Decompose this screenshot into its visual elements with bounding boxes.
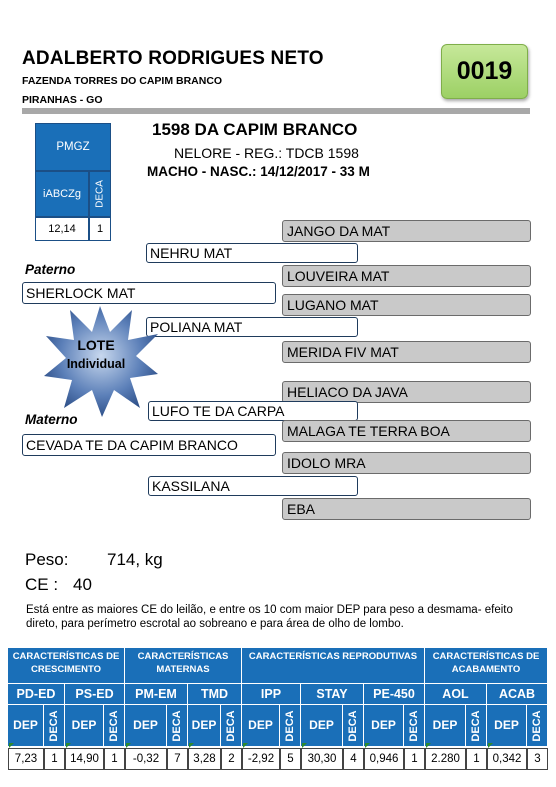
city-name: PIRANHAS - GO [22,94,103,106]
pmgz-title: PMGZ [35,123,111,171]
pedigree-dam-sire: LUFO TE DA CARPA [148,401,358,421]
animal-breed-registry: NELORE - REG.: TDCB 1598 [174,145,359,161]
deca-value-pd-ed: 1 [44,748,65,770]
cell-marker [302,743,307,748]
ce-label: CE : [25,575,59,594]
deca-label [221,704,242,746]
deca-text: DECA [284,709,296,742]
dep-label: DEP [242,704,280,746]
pedigree-dam-dam-dam: EBA [282,498,531,520]
deca-value-pe-450: 1 [404,748,425,770]
ce-value: 40 [73,575,92,594]
animal-sex-birth: MACHO - NASC.: 14/12/2017 - 33 M [147,164,370,179]
farm-name: FAZENDA TORRES DO CAPIM BRANCO [22,75,223,87]
dep-label: DEP [364,704,404,746]
deca-text: DECA [225,709,237,742]
dep-value-pm-em: -0,32 [125,748,167,770]
deca-value-acab: 3 [527,748,548,770]
trait-ps-ed: PS-ED [65,683,125,704]
deca-text: DECA [48,709,60,742]
iabczg-value: 12,14 [35,217,89,241]
deca-label [280,704,301,746]
group-crescimento: CARACTERÍSTICAS DE CRESCIMENTO [8,648,125,683]
dep-value-pd-ed: 7,23 [8,748,44,770]
individual-label: Individual [66,357,126,371]
deca-value-aol: 1 [466,748,487,770]
pedigree-dam-sire-dam: MALAGA TE TERRA BOA [282,420,531,442]
deca-label [104,704,125,746]
trait-pe-450: PE-450 [364,683,425,704]
pedigree-sire-dam: POLIANA MAT [146,317,358,337]
dep-label: DEP [65,704,104,746]
dep-value-acab: 0,342 [487,748,527,770]
dep-value-ps-ed: 14,90 [65,748,104,770]
dep-label: DEP [487,704,527,746]
pedigree-sire-dam-dam: MERIDA FIV MAT [282,341,531,363]
pedigree-sire-sire-sire: JANGO DA MAT [282,220,531,242]
dep-label: DEP [301,704,343,746]
deca-value-ps-ed: 1 [104,748,125,770]
animal-name: 1598 DA CAPIM BRANCO [152,120,358,139]
pedigree-sire: SHERLOCK MAT [22,282,276,304]
pedigree-dam-dam-sire: IDOLO MRA [282,452,531,474]
trait-pd-ed: PD-ED [8,683,65,704]
pmgz-deca-label [89,171,111,217]
cell-marker [488,743,493,748]
dep-label: DEP [188,704,221,746]
pmgz-deca-value: 1 [89,217,111,241]
dep-value-aol: 2.280 [425,748,466,770]
deca-label [44,704,65,746]
deca-label [527,704,548,746]
trait-pm-em: PM-EM [125,683,188,704]
group-maternas: CARACTERÍSTICAS MATERNAS [125,648,242,683]
deca-value-ipp: 5 [280,748,301,770]
trait-acab: ACAB [487,683,548,704]
pedigree-dam: CEVADA TE DA CAPIM BRANCO [22,434,276,456]
pedigree-sire-dam-sire: LUGANO MAT [282,294,531,316]
dep-value-stay: 30,30 [301,748,343,770]
deca-text: DECA [408,709,420,742]
iabczg-label: iABCZg [35,171,89,217]
pedigree-sire-sire: NEHRU MAT [146,243,358,263]
pedigree-dam-dam: KASSILANA [148,476,358,496]
header-divider [22,108,530,114]
deca-label [466,704,487,746]
deca-text: DECA [108,709,120,742]
deca-value-stay: 4 [343,748,364,770]
cell-marker [243,743,248,748]
dep-value-tmd: 3,28 [188,748,221,770]
deca-value-tmd: 2 [221,748,242,770]
cell-marker [9,743,14,748]
cell-marker [365,743,370,748]
pedigree-sire-sire-dam: LOUVEIRA MAT [282,265,531,287]
trait-aol: AOL [425,683,487,704]
deca-text: DECA [531,709,543,742]
cell-marker [126,743,131,748]
dep-value-pe-450: 0,946 [364,748,404,770]
dep-label: DEP [425,704,466,746]
deca-value-pm-em: 7 [167,748,188,770]
dep-label: DEP [125,704,167,746]
trait-stay: STAY [301,683,364,704]
cell-marker [426,743,431,748]
highlight-description: Está entre as maiores CE do leilão, e entre os 10 com maior DEP para peso a desmama- efeito direto, para perímetro escrotal ao sobreano e para área de olho de lombo. [26,604,513,630]
group-reprodutivas: CARACTERÍSTICAS REPRODUTIVAS [242,648,425,683]
lote-label: LOTE [77,337,115,353]
cell-marker [189,743,194,748]
deca-label [404,704,425,746]
peso-value: 714, kg [107,550,163,569]
deca-label [343,704,364,746]
owner-name: ADALBERTO RODRIGUES NETO [22,48,324,69]
trait-ipp: IPP [242,683,301,704]
pmgz-deca-text: DECA [94,180,106,208]
dep-label: DEP [8,704,44,746]
group-acabamento: CARACTERÍSTICAS DE ACABAMENTO [425,648,548,683]
pedigree-dam-sire-sire: HELIACO DA JAVA [282,381,531,403]
cell-marker [66,743,71,748]
materno-label: Materno [25,412,78,427]
paterno-label: Paterno [25,262,76,277]
deca-text: DECA [347,709,359,742]
deca-text: DECA [470,709,482,742]
dep-value-ipp: -2,92 [242,748,280,770]
peso-label: Peso: [25,550,69,569]
deca-label [167,704,188,746]
lot-number-badge: 0019 [441,44,528,99]
deca-text: DECA [171,709,183,742]
trait-tmd: TMD [188,683,242,704]
